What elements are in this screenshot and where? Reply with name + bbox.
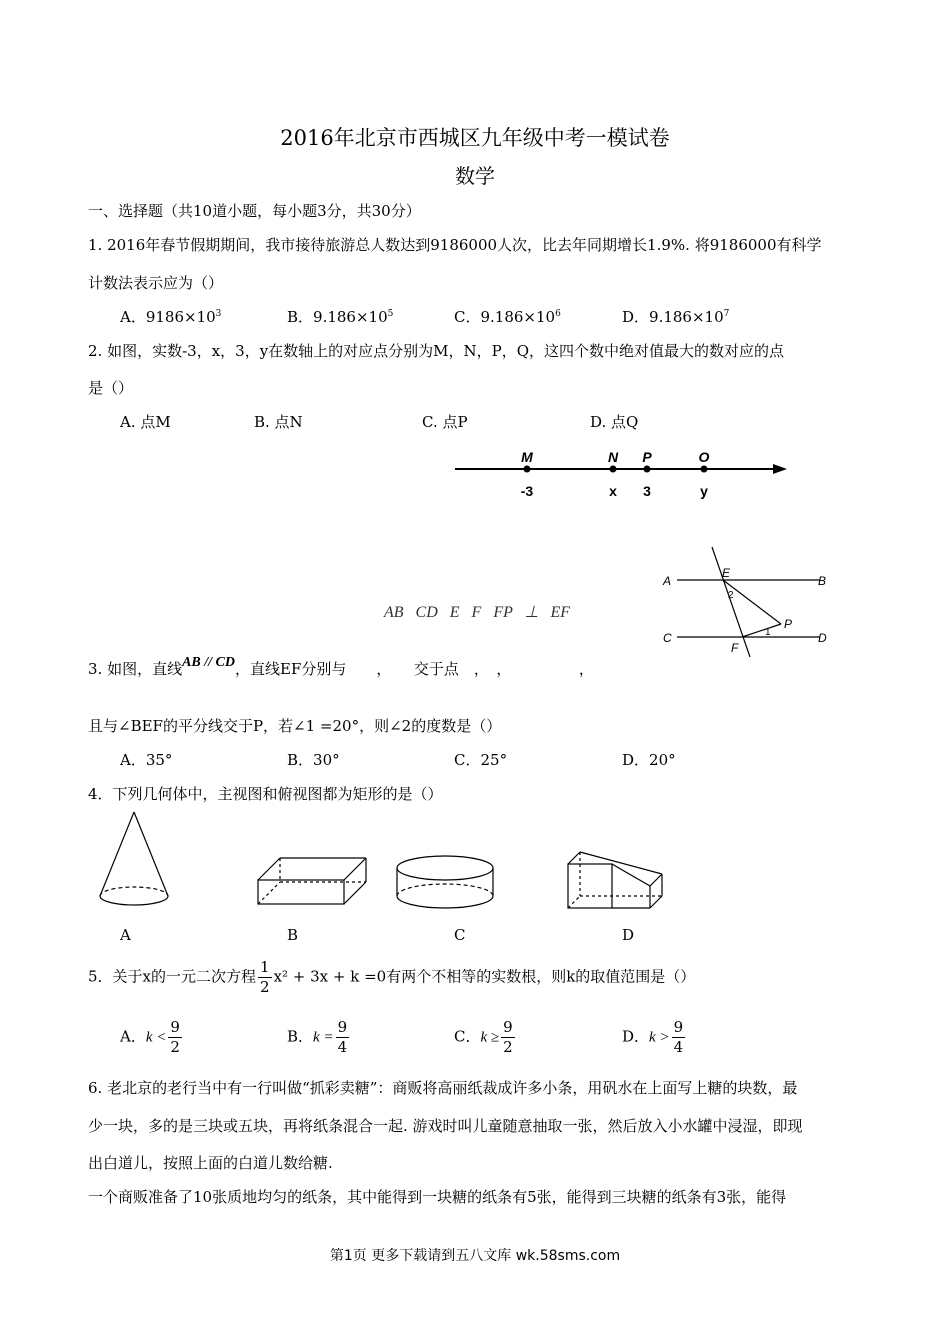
q3-line2: 且与∠BEF的平分线交于P，若∠1 =20°，则∠2的度数是（） — [88, 717, 502, 735]
figure-label: 1 — [765, 627, 771, 638]
q2-option-c: C. 点P — [422, 413, 468, 431]
number-line-arrow — [773, 464, 787, 474]
axis-point-label: M — [521, 449, 533, 465]
q1-line1: 1. 2016年春节假期期间，我市接待旅游总人数达到9186000人次，比去年同期增长1.9%. 将9186000有科学 — [88, 236, 822, 254]
q6-line4: 一个商贩准备了10张质地均匀的纸条，其中能得到一块糖的纸条有5张，能得到三块糖的纸条有3张，能得 — [88, 1188, 787, 1206]
solids-figure — [90, 808, 710, 918]
point-p-dot — [644, 466, 651, 473]
q6-line3: 出白道儿，按照上面的白道儿数给糖. — [88, 1154, 333, 1172]
q3-floating-math: AB CD E F FP ⊥ EF — [384, 604, 571, 621]
q2-option-b: B. 点N — [254, 413, 303, 431]
q4-label-c: C — [454, 926, 466, 944]
q1-option-d: D．$9.186\times 10^7$ — [622, 308, 730, 326]
number-line-figure — [440, 440, 800, 510]
q2-option-d: D. 点Q — [590, 413, 639, 431]
page-footer: 第1页 更多下载请到五八文库 wk.58sms.com — [329, 1248, 621, 1264]
cuboid-shape — [258, 858, 366, 904]
figure-label: A — [663, 574, 672, 588]
axis-point-label: O — [698, 449, 710, 465]
subject-title: 数学 — [455, 164, 495, 188]
q3-option-a: A．35° — [120, 751, 173, 769]
point-q-dot — [701, 466, 708, 473]
axis-value-label: y — [700, 483, 708, 499]
cylinder-shape — [397, 856, 493, 908]
axis-value-label: -3 — [520, 483, 534, 499]
q4-question: 4．下列几何体中，主视图和俯视图都为矩形的是（） — [88, 785, 443, 803]
point-n-dot — [610, 466, 617, 473]
section-heading: 一、选择题（共10道小题，每小题3分，共30分） — [88, 202, 421, 220]
q4-label-a: A — [120, 926, 131, 944]
q3-option-c: C．25° — [454, 751, 508, 769]
figure-label: E — [722, 566, 731, 580]
q5-option-a: A．k < $\frac{9}{2}$ — [120, 1018, 180, 1056]
axis-point-label: P — [642, 449, 652, 465]
figure-label: P — [784, 617, 793, 631]
figure-label: 2 — [728, 590, 734, 601]
q3-option-b: B．30° — [287, 751, 340, 769]
axis-value-label: x — [609, 483, 617, 499]
q1-option-a: A．$9186\times 10^3$ — [120, 308, 222, 326]
figure-label: C — [663, 631, 672, 645]
segment-ep — [723, 580, 781, 624]
q5-question: 5．关于x的一元二次方程 $\frac{1}{2}$ x² + 3x + k =0有两个不相等的实数根，则k的取值范围是（） — [88, 958, 696, 996]
parallel-lines-figure — [655, 542, 850, 660]
cone-shape — [100, 812, 168, 905]
exam-title: 2016年北京市西城区九年级中考一模试卷 — [280, 126, 670, 150]
q1-option-c: C．$9.186\times 10^6$ — [454, 308, 561, 326]
segment-fp — [742, 624, 781, 637]
q6-line2: 少一块，多的是三块或五块，再将纸条混合一起. 游戏时叫儿童随意抽取一张，然后放入小水罐中浸湿，即现 — [88, 1117, 803, 1135]
q3-option-d: D．20° — [622, 751, 676, 769]
prism-shape — [568, 852, 662, 908]
q5-fraction: $\frac{1}{2}$ — [260, 958, 270, 996]
q5-option-d: D．k > $\frac{9}{4}$ — [622, 1018, 684, 1056]
axis-value-label: 3 — [643, 483, 651, 499]
q5-option-c: C．k ≥ $\frac{9}{2}$ — [454, 1018, 513, 1056]
figure-label: D — [818, 631, 827, 645]
axis-point-label: N — [607, 449, 619, 465]
point-m-dot — [524, 466, 531, 473]
q2-line1: 2. 如图，实数-3，x，3，y在数轴上的对应点分别为M，N，P，Q，这四个数中绝对值最大的数对应的点 — [88, 342, 785, 360]
q3-line1: 3. 如图，直线AB // CD，直线EF分别与 ， 交于点 ， ， ， — [88, 655, 594, 678]
q1-line2: 计数法表示应为（） — [88, 274, 224, 292]
q2-line2: 是（） — [88, 379, 134, 397]
ab-parallel-cd: AB // CD — [182, 655, 235, 670]
q5-option-b: B．k = $\frac{9}{4}$ — [287, 1018, 348, 1056]
q1-option-b: B．$9.186\times 10^5$ — [287, 308, 394, 326]
q2-option-a: A. 点M — [120, 413, 171, 431]
q6-line1: 6. 老北京的老行当中有一行叫做“抓彩卖糖”：商贩将高丽纸裁成许多小条，用矾水在上面写上糖的块数，最 — [88, 1079, 798, 1097]
figure-label: F — [731, 641, 739, 655]
q4-label-b: B — [287, 926, 299, 944]
q4-label-d: D — [622, 926, 635, 944]
figure-label: B — [818, 574, 827, 588]
